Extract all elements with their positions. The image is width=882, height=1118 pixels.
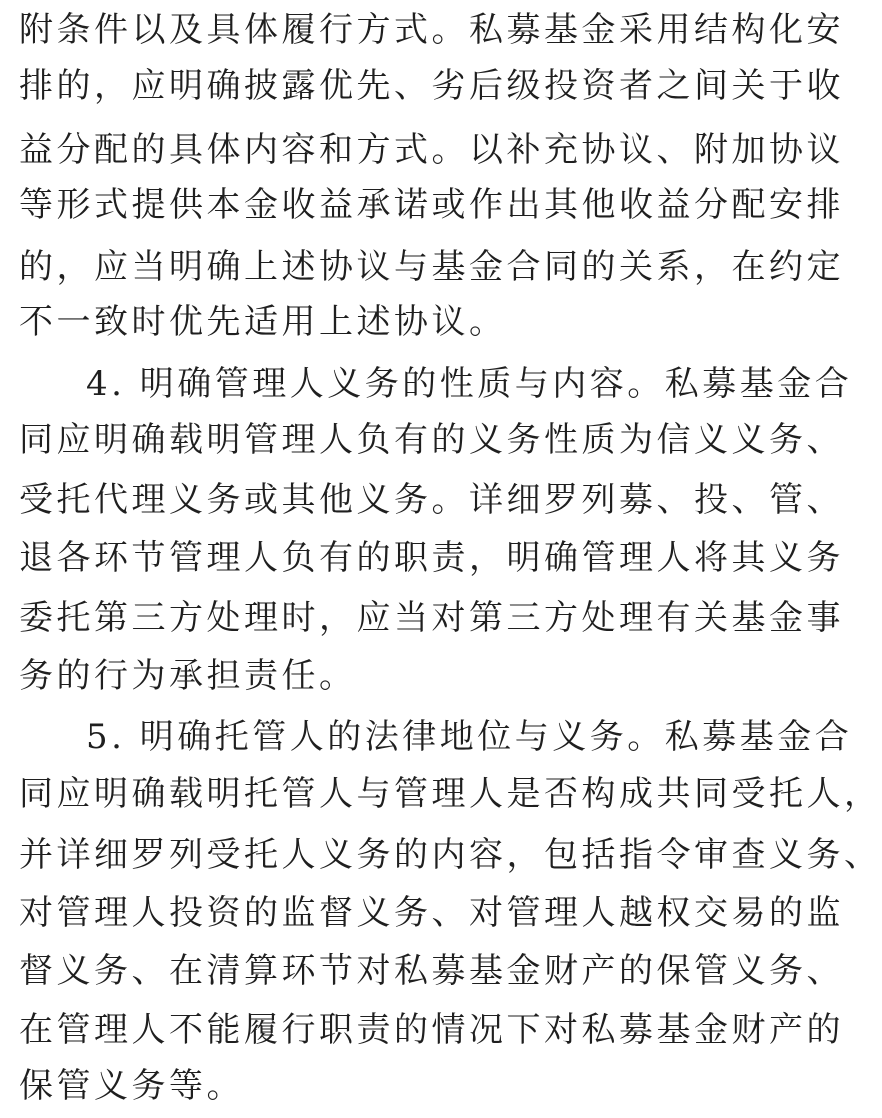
text-line-6: 不一致时优先适用上述协议。 — [19, 302, 507, 342]
text-line-17: 督义务、在清算环节对私募基金财产的保管义务、 — [19, 951, 844, 991]
text-line-18: 在管理人不能履行职责的情况下对私募基金财产的 — [19, 1010, 844, 1050]
text-line-9: 受托代理义务或其他义务。详细罗列募、投、管、 — [19, 480, 844, 520]
text-line-4: 等形式提供本金收益承诺或作出其他收益分配安排 — [19, 185, 844, 225]
text-line-5: 的，应当明确上述协议与基金合同的关系，在约定 — [19, 247, 844, 287]
text-line-19: 保管义务等。 — [19, 1066, 244, 1106]
text-line-12: 务的行为承担责任。 — [19, 656, 357, 696]
text-line-1: 附条件以及具体履行方式。私募基金采用结构化安 — [19, 10, 844, 50]
text-line-15: 并详细罗列受托人义务的内容，包括指令审查义务、 — [19, 835, 882, 875]
text-line-3: 益分配的具体内容和方式。以补充协议、附加协议 — [19, 130, 844, 170]
text-line-14: 同应明确载明托管人与管理人是否构成共同受托人， — [19, 774, 882, 814]
text-line-16: 对管理人投资的监督义务、对管理人越权交易的监 — [19, 893, 844, 933]
text-line-11: 委托第三方处理时，应当对第三方处理有关基金事 — [19, 598, 844, 638]
text-line-13: 5. 明确托管人的法律地位与义务。私募基金合 — [86, 717, 853, 757]
text-line-7: 4. 明确管理人义务的性质与内容。私募基金合 — [86, 364, 853, 404]
text-line-10: 退各环节管理人负有的职责，明确管理人将其义务 — [19, 538, 844, 578]
text-line-2: 排的，应明确披露优先、劣后级投资者之间关于收 — [19, 66, 844, 106]
text-line-8: 同应明确载明管理人负有的义务性质为信义义务、 — [19, 420, 844, 460]
